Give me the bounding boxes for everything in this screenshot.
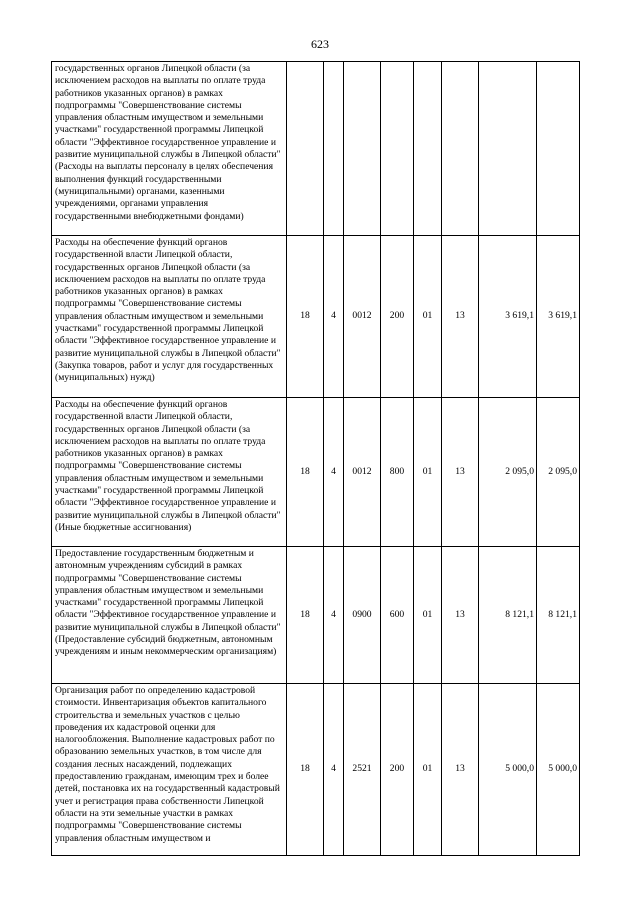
cell-cs: 0012 bbox=[344, 236, 381, 398]
cell-gr: 18 bbox=[287, 547, 324, 684]
table-row bbox=[52, 62, 580, 236]
cell-sum1: 3 619,1 bbox=[479, 236, 537, 398]
cell-rz: 4 bbox=[324, 236, 344, 398]
page-number: 623 bbox=[311, 37, 329, 51]
row-description: Организация работ по определению кадастровой стоимости. Инвентаризация объектов капитального строительства и земельных участков с целью проведения их кадастровой оценки для налогообложения. Выполнение кадастровых работ по образованию земельных участков, в том числе для создания лесных насаждений, подлежащих предоставлению гражданам, имеющим трех и более детей, постановка их на государственный кадастровый учет и регистрация права собственности Липецкой области на эти земельные участки в рамках подпрограммы "Совершенствование системы управления областным имуществом и bbox=[52, 684, 287, 856]
cell-rz: 4 bbox=[324, 547, 344, 684]
row-description: Расходы на обеспечение функций органов государственной власти Липецкой области, государственных органов Липецкой области (за исключением расходов на выплаты по оплате труда работников указанных органов) в рамках подпрограммы "Совершенствование системы управления областным имуществом и земельными участками" государственной программы Липецкой области "Эффективное государственное управление и развитие муниципальной службы в Липецкой области" (Иные бюджетные ассигнования) bbox=[52, 398, 287, 547]
cell-c6: 13 bbox=[442, 684, 479, 856]
cell-sum1: 8 121,1 bbox=[479, 547, 537, 684]
cell-sum1 bbox=[479, 62, 537, 236]
cell-cs: 0012 bbox=[344, 398, 381, 547]
cell-sum2 bbox=[537, 62, 580, 236]
row-description: Расходы на обеспечение функций органов государственной власти Липецкой области, государственных органов Липецкой области (за исключением расходов на выплаты по оплате труда работников указанных органов) в рамках подпрограммы "Совершенствование системы управления областным имуществом и земельными участками" государственной программы Липецкой области "Эффективное государственное управление и развитие муниципальной службы в Липецкой области" (Закупка товаров, работ и услуг для государственных (муниципальных) нужд) bbox=[52, 236, 287, 398]
cell-sum2: 3 619,1 bbox=[537, 236, 580, 398]
cell-gr: 18 bbox=[287, 236, 324, 398]
cell-vr: 600 bbox=[381, 547, 414, 684]
cell-cs: 2521 bbox=[344, 684, 381, 856]
cell-cs bbox=[344, 62, 381, 236]
table-row bbox=[52, 684, 580, 856]
cell-sum2: 2 095,0 bbox=[537, 398, 580, 547]
cell-rz: 4 bbox=[324, 684, 344, 856]
cell-vr: 200 bbox=[381, 684, 414, 856]
cell-gr: 18 bbox=[287, 398, 324, 547]
row-description: Предоставление государственным бюджетным и автономным учреждениям субсидий в рамках подпрограммы "Совершенствование системы управления областным имуществом и земельными участками" государственной программы Липецкой области "Эффективное государственное управление и развитие муниципальной службы в Липецкой области" (Предоставление субсидий бюджетным, автономным учреждениям и иным некоммерческим организациям) bbox=[52, 547, 287, 684]
cell-c5: 01 bbox=[414, 547, 442, 684]
cell-vr bbox=[381, 62, 414, 236]
cell-c5: 01 bbox=[414, 236, 442, 398]
cell-vr: 200 bbox=[381, 236, 414, 398]
cell-c6 bbox=[442, 62, 479, 236]
cell-c6: 13 bbox=[442, 547, 479, 684]
cell-c5 bbox=[414, 62, 442, 236]
table-row bbox=[52, 547, 580, 684]
table-row bbox=[52, 398, 580, 547]
cell-c6: 13 bbox=[442, 236, 479, 398]
cell-sum2: 8 121,1 bbox=[537, 547, 580, 684]
cell-c5: 01 bbox=[414, 398, 442, 547]
cell-vr: 800 bbox=[381, 398, 414, 547]
budget-table bbox=[51, 61, 580, 856]
cell-rz bbox=[324, 62, 344, 236]
cell-gr bbox=[287, 62, 324, 236]
cell-sum1: 2 095,0 bbox=[479, 398, 537, 547]
row-description: государственных органов Липецкой области (за исключением расходов на выплаты по оплате труда работников указанных органов) в рамках подпрограммы "Совершенствование системы управления областным имуществом и земельными участками" государственной программы Липецкой области "Эффективное государственное управление и развитие муниципальной службы в Липецкой области" (Расходы на выплаты персоналу в целях обеспечения выполнения функций государственными (муниципальными) органами, казенными учреждениями, органами управления государственными внебюджетными фондами) bbox=[52, 62, 287, 236]
cell-sum2: 5 000,0 bbox=[537, 684, 580, 856]
table-row bbox=[52, 236, 580, 398]
cell-rz: 4 bbox=[324, 398, 344, 547]
cell-c5: 01 bbox=[414, 684, 442, 856]
cell-sum1: 5 000,0 bbox=[479, 684, 537, 856]
cell-cs: 0900 bbox=[344, 547, 381, 684]
cell-gr: 18 bbox=[287, 684, 324, 856]
cell-c6: 13 bbox=[442, 398, 479, 547]
